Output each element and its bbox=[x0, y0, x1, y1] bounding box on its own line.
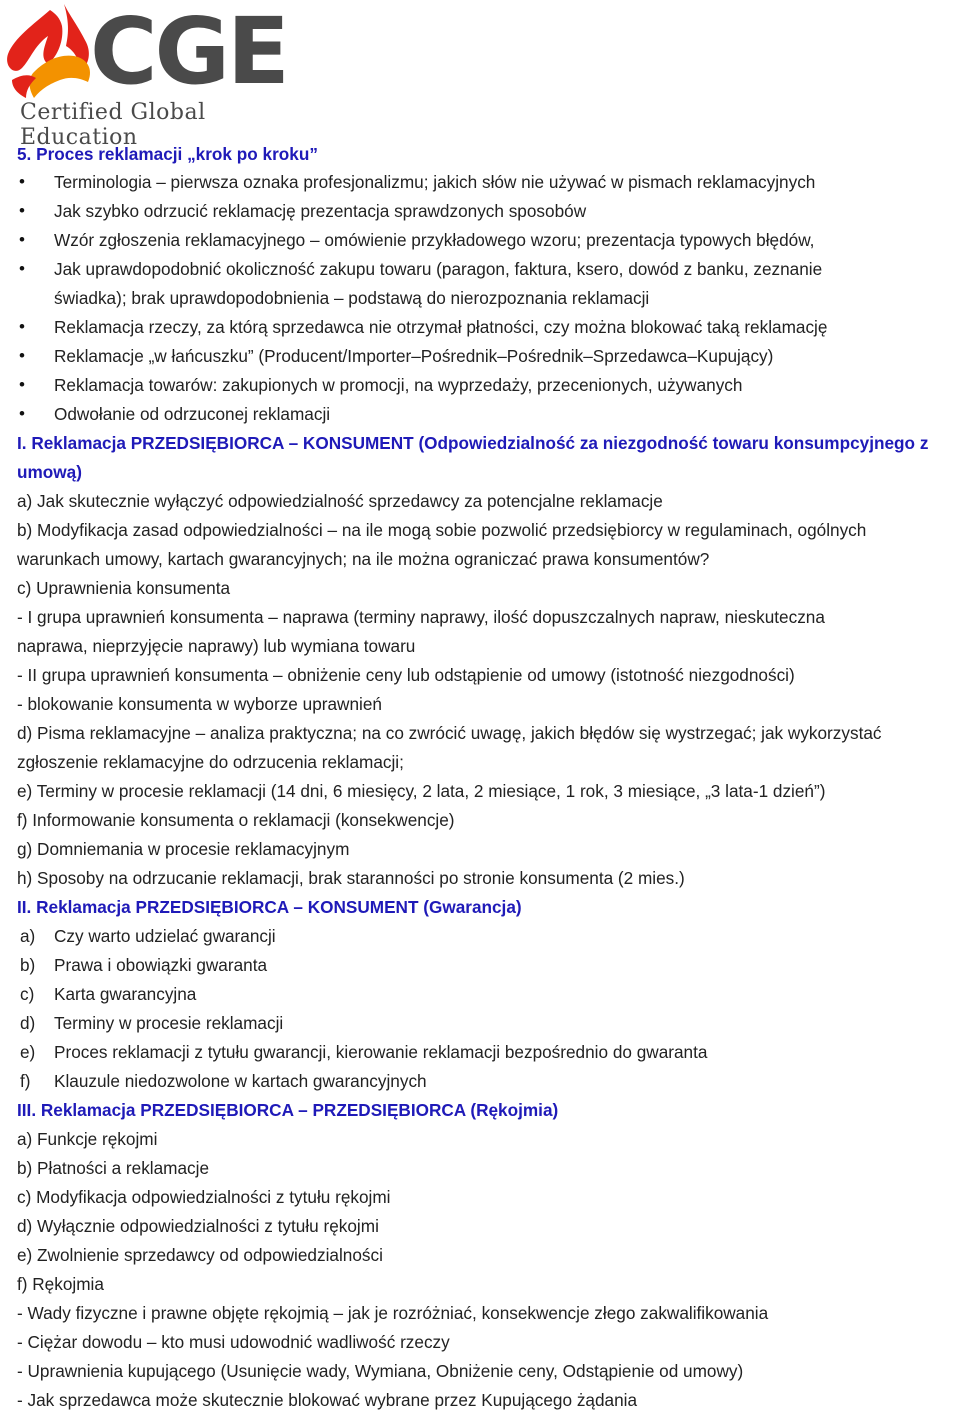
sectionII-item-letter: a) bbox=[20, 926, 36, 946]
sectionIII-line: a) Funkcje rękojmi bbox=[17, 1129, 158, 1149]
sectionII-item-letter: f) bbox=[20, 1071, 31, 1091]
section5-title: 5. Proces reklamacji „krok po kroku” bbox=[17, 144, 318, 164]
sectionII-item-letter: d) bbox=[20, 1013, 36, 1033]
sectionII-item-text: Karta gwarancyjna bbox=[54, 984, 197, 1004]
sectionI-line: - II grupa uprawnień konsumenta – obniżenie ceny lub odstąpienie od umowy (istotność niezgodności) bbox=[17, 665, 795, 685]
cge-logo bbox=[4, 0, 296, 150]
sectionII-item-letter: b) bbox=[20, 955, 36, 975]
sectionII-item-text: Klauzule niedozwolone w kartach gwarancyjnych bbox=[54, 1071, 427, 1091]
section5-bullet: Terminologia – pierwsza oznaka profesjonalizmu; jakich słów nie używać w pismach reklamacyjnych bbox=[54, 172, 816, 192]
sectionII-item-text: Czy warto udzielać gwarancji bbox=[54, 926, 276, 946]
sectionII-title: II. Reklamacja PRZEDSIĘBIORCA – KONSUMENT (Gwarancja) bbox=[17, 897, 522, 917]
sectionI-line: h) Sposoby na odrzucanie reklamacji, brak staranności po stronie konsumenta (2 mies.) bbox=[17, 868, 685, 888]
bullet-icon: • bbox=[19, 404, 25, 423]
section5-bullet: Reklamacja rzeczy, za którą sprzedawca nie otrzymał płatności, czy można blokować taką reklamację bbox=[54, 317, 828, 337]
sectionIII-line: c) Modyfikacja odpowiedzialności z tytułu rękojmi bbox=[17, 1187, 391, 1207]
sectionI-line: - I grupa uprawnień konsumenta – naprawa (terminy naprawy, ilość dopuszczalnych napraw, nieskuteczna bbox=[17, 607, 825, 627]
sectionI-line: c) Uprawnienia konsumenta bbox=[17, 578, 231, 598]
sectionI-line: g) Domniemania w procesie reklamacyjnym bbox=[17, 839, 350, 859]
bullet-icon: • bbox=[19, 230, 25, 249]
section5-bullet: Odwołanie od odrzuconej reklamacji bbox=[54, 404, 331, 424]
sectionIII-line: b) Płatności a reklamacje bbox=[17, 1158, 210, 1178]
logo-tagline: Certified Global Education bbox=[20, 100, 206, 150]
sectionI-line: f) Informowanie konsumenta o reklamacji (konsekwencje) bbox=[17, 810, 455, 830]
sectionII-item-text: Prawa i obowiązki gwaranta bbox=[54, 955, 268, 975]
sectionIII-line: - Jak sprzedawca może skutecznie blokować wybrane przez Kupującego żądania bbox=[17, 1390, 638, 1410]
sectionII-item-letter: e) bbox=[20, 1042, 36, 1062]
sectionI-title-continuation: umową) bbox=[17, 462, 82, 482]
sectionII-item-text: Proces reklamacji z tytułu gwarancji, kierowanie reklamacji bezpośrednio do gwaranta bbox=[54, 1042, 708, 1062]
sectionIII-line: d) Wyłącznie odpowiedzialności z tytułu rękojmi bbox=[17, 1216, 379, 1236]
bullet-icon: • bbox=[19, 172, 25, 191]
sectionI-line: warunkach umowy, kartach gwarancyjnych; na ile można ograniczać prawa konsumentów? bbox=[17, 549, 710, 569]
sectionIII-title: III. Reklamacja PRZEDSIĘBIORCA – PRZEDSIĘBIORCA (Rękojmia) bbox=[17, 1100, 559, 1120]
section5-bullet: Wzór zgłoszenia reklamacyjnego – omówienie przykładowego wzoru; prezentacja typowych błędów, bbox=[54, 230, 815, 250]
sectionI-line: - blokowanie konsumenta w wyborze uprawnień bbox=[17, 694, 382, 714]
sectionI-line: e) Terminy w procesie reklamacji (14 dni, 6 miesięcy, 2 lata, 2 miesiące, 1 rok, 3 miesiące, „3 lata-1 dzień”) bbox=[17, 781, 826, 801]
section5-bullet: Reklamacje „w łańcuszku” (Producent/Importer–Pośrednik–Pośrednik–Sprzedawca–Kupujący) bbox=[54, 346, 774, 366]
section5-bullet: Jak uprawdopodobnić okoliczność zakupu towaru (paragon, faktura, ksero, dowód z banku, zeznanie bbox=[54, 259, 823, 279]
sectionIII-line: - Wady fizyczne i prawne objęte rękojmią – jak je rozróżniać, konsekwencje złego zakwalifikowania bbox=[17, 1303, 769, 1323]
sectionI-line: b) Modyfikacja zasad odpowiedzialności – na ile mogą sobie pozwolić przedsiębiorcy w regulaminach, ogólnych bbox=[17, 520, 867, 540]
bullet-icon: • bbox=[19, 201, 25, 220]
section5-bullet: Jak szybko odrzucić reklamację prezentacja sprawdzonych sposobów bbox=[54, 201, 587, 221]
sectionI-line: a) Jak skutecznie wyłączyć odpowiedzialność sprzedawcy za potencjalne reklamacje bbox=[17, 491, 663, 511]
sectionIII-line: - Ciężar dowodu – kto musi udowodnić wadliwość rzeczy bbox=[17, 1332, 450, 1352]
sectionIII-line: e) Zwolnienie sprzedawcy od odpowiedzialności bbox=[17, 1245, 383, 1265]
sectionI-line: zgłoszenie reklamacyjne do odrzucenia reklamacji; bbox=[17, 752, 404, 772]
sectionII-item-letter: c) bbox=[20, 984, 35, 1004]
sectionI-line: d) Pisma reklamacyjne – analiza praktyczna; na co zwrócić uwagę, jakich błędów się wystrzegać; jak wykorzystać bbox=[17, 723, 882, 743]
bullet-icon: • bbox=[19, 346, 25, 365]
sectionIII-line: - Uprawnienia kupującego (Usunięcie wady, Wymiana, Obniżenie ceny, Odstąpienie od umowy) bbox=[17, 1361, 744, 1381]
logo-brand: CGE bbox=[90, 0, 287, 105]
bullet-icon: • bbox=[19, 259, 25, 278]
sectionIII-line: f) Rękojmia bbox=[17, 1274, 104, 1294]
section5-bullet: Reklamacja towarów: zakupionych w promocji, na wyprzedaży, przecenionych, używanych bbox=[54, 375, 743, 395]
sectionI-line: naprawa, nieprzyjęcie naprawy) lub wymiana towaru bbox=[17, 636, 416, 656]
section5-bullet-continuation: świadka); brak uprawdopodobnienia – podstawą do nierozpoznania reklamacji bbox=[54, 288, 650, 308]
flame-icon bbox=[4, 2, 96, 102]
sectionII-item-text: Terminy w procesie reklamacji bbox=[54, 1013, 284, 1033]
bullet-icon: • bbox=[19, 317, 25, 336]
bullet-icon: • bbox=[19, 375, 25, 394]
sectionI-title: I. Reklamacja PRZEDSIĘBIORCA – KONSUMENT (Odpowiedzialność za niezgodność towaru konsumpcyjnego z bbox=[17, 433, 929, 453]
